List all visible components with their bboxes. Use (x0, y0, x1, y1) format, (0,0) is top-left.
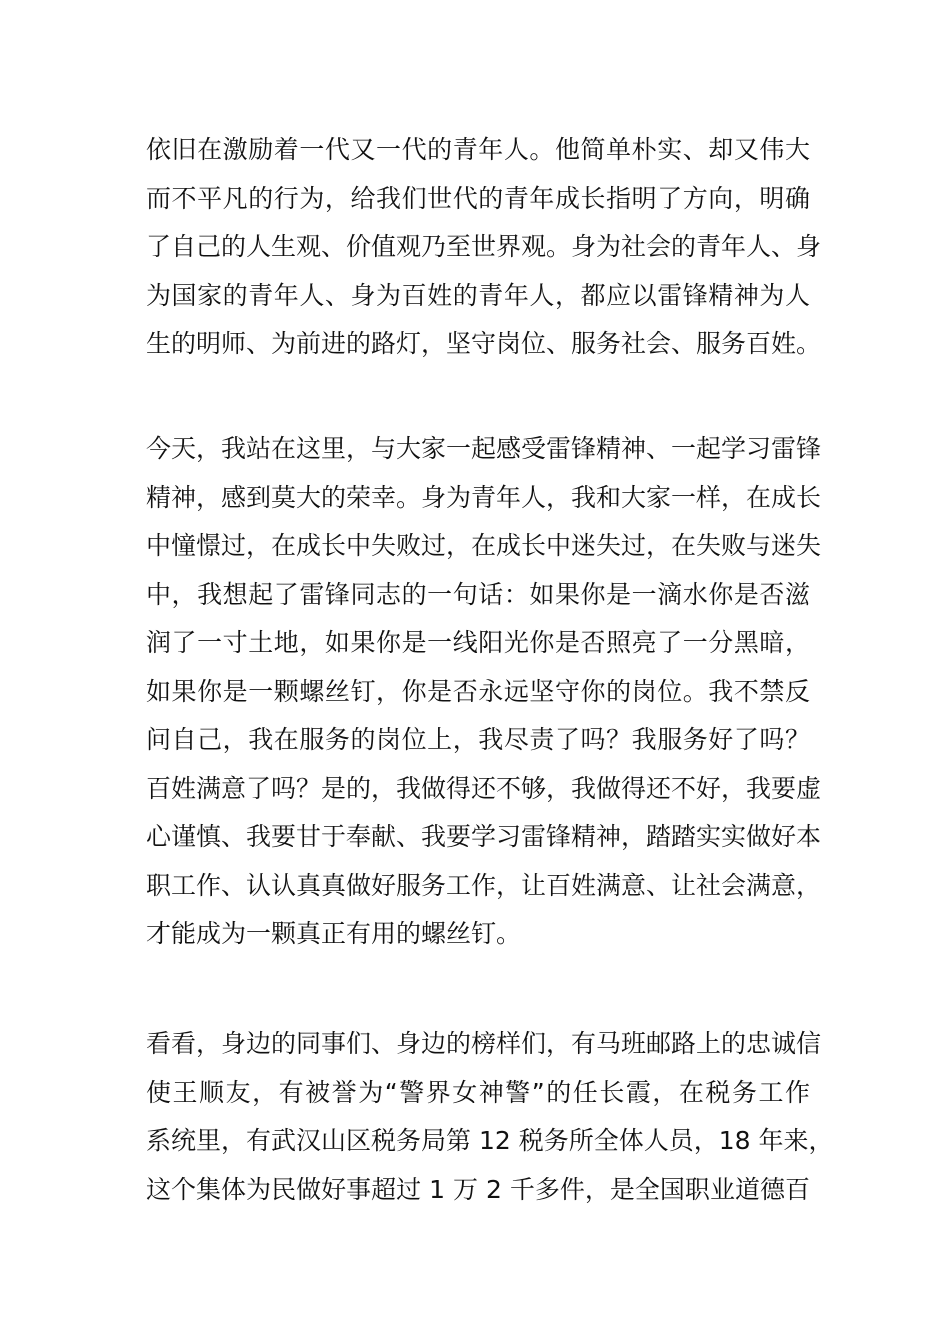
text-line: 使王顺友，有被誉为“警界女神警”的任长霞，在税务工作 (146, 1077, 810, 1107)
text-line: 中，我想起了雷锋同志的一句话：如果你是一滴水你是否滋 (146, 579, 810, 609)
text-line: 如果你是一颗螺丝钉，你是否永远坚守你的岗位。我不禁反 (146, 676, 810, 706)
text-line: 这个集体为民做好事超过 1 万 2 千多件，是全国职业道德百 (146, 1174, 810, 1204)
text-line: 职工作、认认真真做好服务工作，让百姓满意、让社会满意， (146, 870, 822, 900)
text-line: 心谨慎、我要甘于奉献、我要学习雷锋精神，踏踏实实做好本 (146, 822, 822, 851)
text-line: 为国家的青年人、身为百姓的青年人，都应以雷锋精神为人 (146, 280, 810, 310)
text-line: 今天，我站在这里，与大家一起感受雷锋精神、一起学习雷锋 (146, 434, 822, 463)
text-line: 润了一寸土地，如果你是一线阳光你是否照亮了一分黑暗， (146, 628, 810, 657)
text-line: 依旧在激励着一代又一代的青年人。他简单朴实、却又伟大 (146, 135, 810, 164)
text-line: 才能成为一颗真正有用的螺丝钉。 (146, 919, 522, 948)
paragraph-3 (146, 1020, 834, 1214)
paragraph-1 (146, 126, 822, 369)
text-line: 了自己的人生观、价值观乃至世界观。身为社会的青年人、身 (146, 232, 822, 261)
paragraph-2 (146, 425, 822, 959)
text-line: 百姓满意了吗？是的，我做得还不够，我做得还不好，我要虚 (146, 773, 822, 803)
text-line: 精神，感到莫大的荣幸。身为青年人，我和大家一样，在成长 (146, 482, 822, 512)
text-line: 问自己，我在服务的岗位上，我尽责了吗？我服务好了吗？ (146, 725, 810, 754)
text-line: 而不平凡的行为，给我们世代的青年成长指明了方向，明确 (146, 183, 810, 213)
text-line: 生的明师、为前进的路灯，坚守岗位、服务社会、服务百姓。 (146, 329, 822, 358)
text-line: 中憧憬过，在成长中失败过，在成长中迷失过，在失败与迷失 (146, 531, 822, 560)
text-line: 看看，身边的同事们、身边的榜样们，有马班邮路上的忠诚信 (146, 1029, 822, 1058)
text-line: 系统里，有武汉山区税务局第 12 税务所全体人员，18 年来， (146, 1126, 834, 1155)
